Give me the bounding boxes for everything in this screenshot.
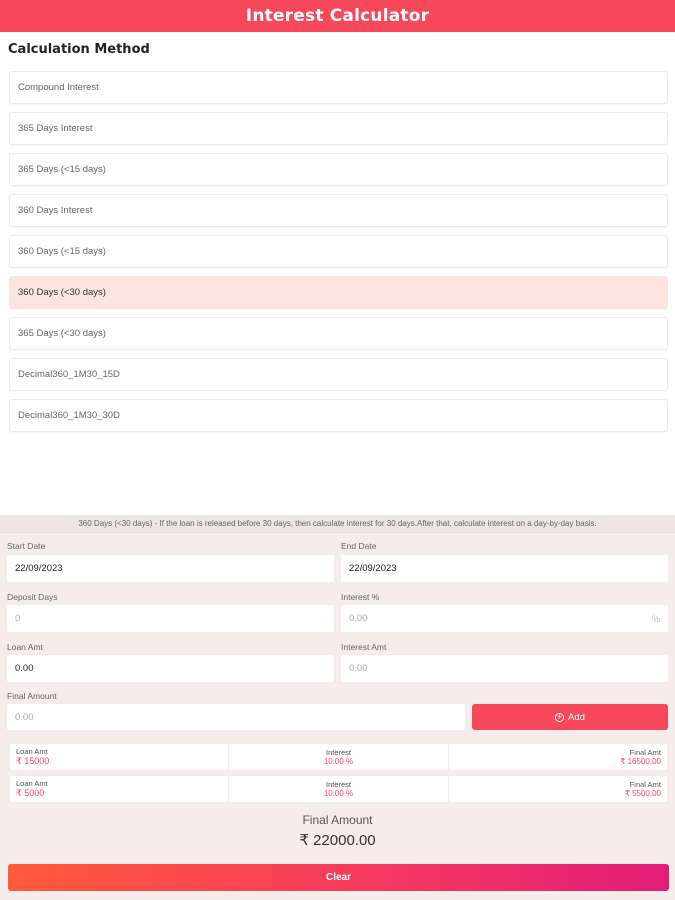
- method-item-decimal360-15d[interactable]: [9, 358, 668, 391]
- amount-row: [0, 642, 675, 682]
- method-item-365-days-15[interactable]: [9, 153, 668, 186]
- method-item-360-days-interest[interactable]: [9, 194, 668, 227]
- method-description: 360 Days (<30 days) - If the loan is released before 30 days, then calculate interest for 30 days.After that, calculate interest on a day-by-day basis.: [0, 515, 675, 533]
- deposit-days-label: Deposit Days: [7, 592, 58, 602]
- interest-amt-field[interactable]: [341, 655, 668, 682]
- final-amount-row: [0, 691, 675, 730]
- final-summary: [0, 813, 675, 849]
- entry-interest-cell: [229, 744, 448, 770]
- start-date-field[interactable]: [7, 555, 334, 582]
- final-amount-value: 0.00: [15, 711, 34, 723]
- method-label: 365 Days Interest: [18, 123, 93, 134]
- entry-loan-label: Loan Amt: [16, 747, 48, 756]
- plus-circle-icon: +: [555, 713, 564, 722]
- entry-interest-label: Interest: [325, 780, 351, 789]
- app-header: [0, 0, 675, 32]
- entry-interest-label: Interest: [325, 748, 351, 757]
- loan-amt-value: 0.00: [15, 663, 34, 674]
- entry-list: [9, 743, 668, 803]
- method-item-365-days-30[interactable]: [9, 317, 668, 350]
- loan-amt-label: Loan Amt: [7, 642, 43, 652]
- method-label: Decimal360_1M30_15D: [18, 369, 120, 380]
- entry-loan-label: Loan Amt: [16, 779, 48, 788]
- entry-loan-cell: [10, 776, 229, 802]
- loan-amt-field[interactable]: [7, 655, 334, 682]
- entry-loan-value: ₹ 15000: [16, 756, 50, 766]
- entry-row[interactable]: [9, 743, 668, 771]
- entry-interest-value: 10.00 %: [323, 789, 354, 798]
- interest-percent-field[interactable]: [341, 605, 668, 632]
- clear-button[interactable]: [8, 864, 669, 891]
- percent-suffix: %: [651, 613, 660, 624]
- entry-final-cell: [449, 744, 667, 770]
- end-date-field[interactable]: [341, 555, 668, 582]
- method-item-compound-interest[interactable]: [9, 71, 668, 104]
- section-title: Calculation Method: [8, 42, 150, 57]
- entry-interest-value: 10.00 %: [323, 757, 354, 766]
- deposit-days-field[interactable]: [7, 605, 334, 632]
- method-label: 365 Days (<30 days): [18, 328, 106, 339]
- entry-final-cell: [449, 776, 667, 802]
- method-item-decimal360-30d[interactable]: [9, 399, 668, 432]
- end-date-value: 22/09/2023: [349, 563, 397, 574]
- entry-loan-value: ₹ 5000: [16, 788, 45, 798]
- method-label: Decimal360_1M30_30D: [18, 410, 120, 421]
- summary-label: Final Amount: [302, 813, 373, 827]
- entry-loan-cell: [10, 744, 229, 770]
- method-label: 360 Days Interest: [18, 205, 93, 216]
- add-button[interactable]: [472, 704, 668, 730]
- app-title: Interest Calculator: [245, 6, 430, 26]
- method-list: [9, 71, 668, 432]
- entry-row[interactable]: [9, 775, 668, 803]
- method-item-365-days-interest[interactable]: [9, 112, 668, 145]
- date-row: [0, 541, 675, 582]
- entry-final-label: Final Amt: [629, 780, 661, 789]
- interest-amt-label: Interest Amt: [341, 642, 387, 652]
- start-date-value: 22/09/2023: [15, 563, 63, 574]
- method-label: 365 Days (<15 days): [18, 164, 106, 175]
- interest-percent-value: 0.00: [349, 613, 368, 624]
- entry-interest-cell: [229, 776, 448, 802]
- method-label: 360 Days (<15 days): [18, 246, 106, 257]
- final-amount-label: Final Amount: [7, 691, 57, 701]
- start-date-label: Start Date: [7, 541, 46, 551]
- add-button-label: Add: [568, 711, 585, 723]
- method-item-360-days-30[interactable]: [9, 276, 668, 309]
- entry-final-label: Final Amt: [629, 748, 661, 757]
- deposit-days-value: 0: [15, 613, 21, 624]
- clear-button-label: Clear: [325, 872, 351, 883]
- end-date-label: End Date: [341, 541, 377, 551]
- interest-amt-value: 0.00: [349, 663, 368, 674]
- method-item-360-days-15[interactable]: [9, 235, 668, 268]
- calculator-panel: [0, 515, 675, 900]
- interest-percent-label: Interest %: [341, 592, 380, 602]
- entry-final-value: ₹ 16500.00: [620, 757, 661, 766]
- method-label: 360 Days (<30 days): [18, 287, 106, 298]
- method-label: Compound Interest: [18, 82, 99, 93]
- entry-final-value: ₹ 5500.00: [624, 789, 661, 798]
- days-interest-row: [0, 592, 675, 632]
- final-amount-field[interactable]: [7, 704, 465, 730]
- summary-value: ₹ 22000.00: [299, 832, 376, 849]
